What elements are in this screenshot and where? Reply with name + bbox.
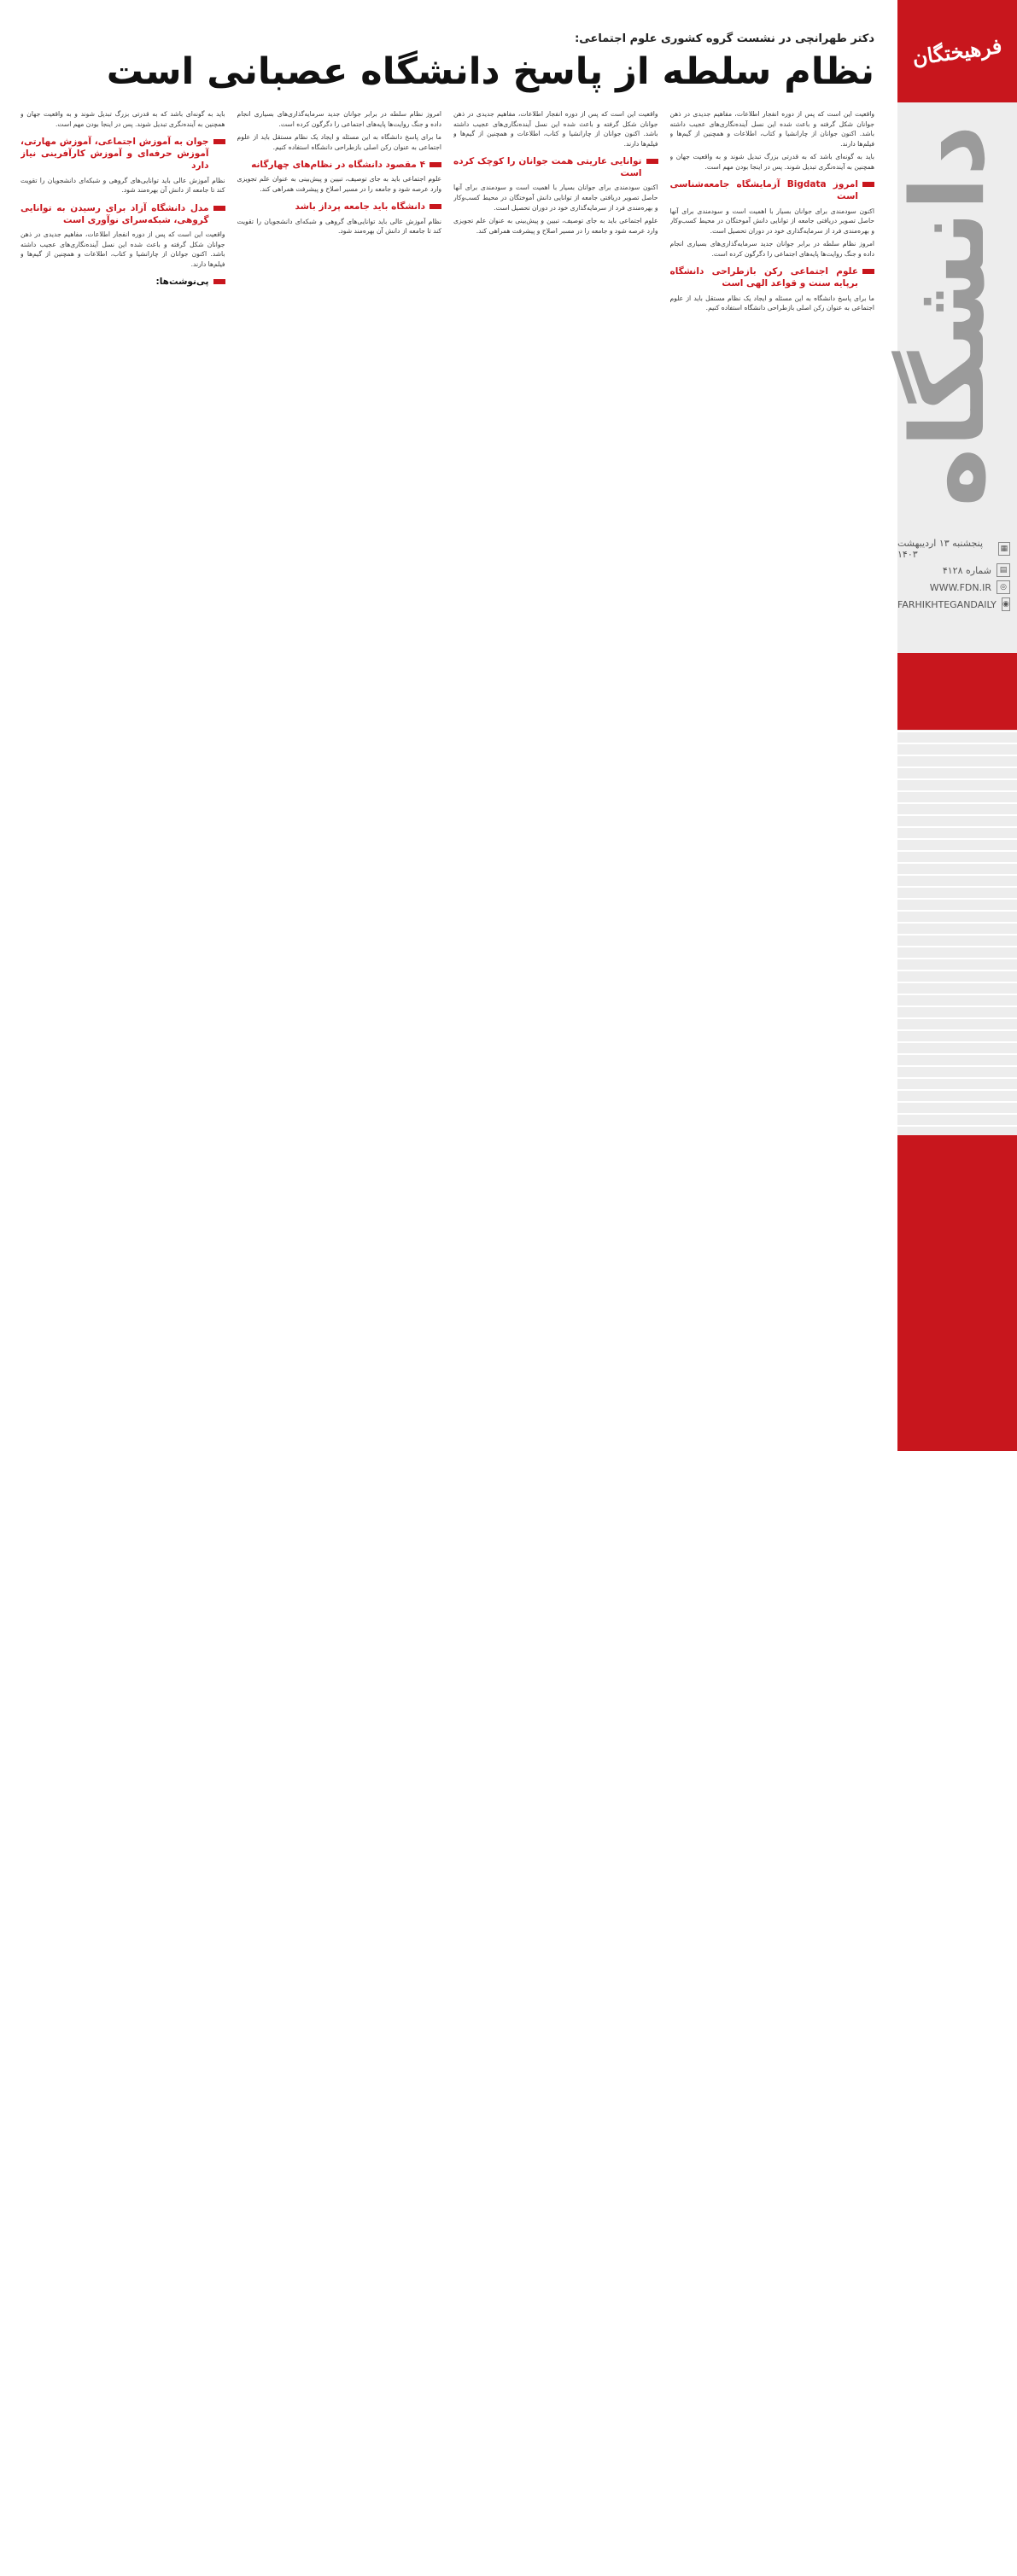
subhead-marker (213, 139, 225, 144)
subhead-marker (862, 182, 874, 187)
column-3 (237, 109, 442, 1424)
subhead: ۴ مقصود دانشگاه در نظام‌های چهارگانه (237, 159, 442, 171)
page-footer-band (897, 1135, 1017, 2576)
issue-row (897, 563, 1017, 580)
subhead-marker (213, 279, 225, 284)
paragraph: نظام آموزش عالی باید توانایی‌های گروهی و شبکه‌ای دانشجویان را تقویت کند تا جامعه از دانش آن بهره‌مند شود. (20, 176, 225, 195)
kicker: دکتر طهرانچی در نشست گروه کشوری علوم اجتماعی: (575, 32, 874, 45)
article-header (20, 32, 874, 92)
subhead: علوم اجتماعی رکن بازطراحی دانشگاه برپایه سنت و قواعد الهی است (670, 265, 875, 289)
sidebar (889, 0, 1017, 2576)
instagram-icon: ◉ (1002, 597, 1010, 611)
paragraph: باید به گونه‌ای باشد که به قدرتی بزرگ تبدیل شوند و به واقعیت جهان و همچنین به آینده‌نگری تبدیل شوند. پس در اینجا بودن مهم است. (669, 153, 874, 171)
masthead (897, 0, 1017, 102)
subhead: توانایی عاریتی همت جوانان را کوچک کرده است (453, 155, 658, 179)
decorative-band (897, 653, 1017, 730)
subhead-marker (430, 162, 441, 167)
paragraph: باید به گونه‌ای باشد که به قدرتی بزرگ تبدیل شوند و به واقعیت جهان و همچنین به آینده‌نگری تبدیل شوند. پس در اینجا بودن مهم است. (20, 110, 225, 128)
issue-text: شماره ۴۱۲۸ (942, 564, 991, 576)
subhead: دانشگاه باید جامعه پرداز باشد (237, 201, 442, 213)
column-1 (670, 109, 875, 1424)
subhead-marker (646, 159, 658, 164)
paragraph: امروز نظام سلطه در برابر جوانان جدید سرمایه‌گذاری‌های بسیاری انجام داده و جنگ روایت‌ها پایه‌های اجتماعی را دگرگون کرده است. (237, 110, 441, 128)
paragraph: امروز نظام سلطه در برابر جوانان جدید سرمایه‌گذاری‌های بسیاری انجام داده و جنگ روایت‌ها پایه‌های اجتماعی را دگرگون کرده است. (669, 240, 874, 258)
column-2 (453, 109, 658, 1424)
website-link[interactable]: WWW.FDN.IR (929, 581, 991, 593)
paragraph: علوم اجتماعی باید به جای توصیف، تبیین و پیش‌بینی به عنوان علم تجویزی وارد عرصه شود و جامعه را در مسیر اصلاح و پیشرفت همراهی کند. (453, 217, 658, 235)
continued-note: ادامه از صفحه ۳ (986, 2519, 1008, 2576)
paragraph: نظام آموزش عالی باید توانایی‌های گروهی و شبکه‌ای دانشجویان را تقویت کند تا جامعه از دانش آن بهره‌مند شود. (237, 217, 441, 236)
social-handle[interactable]: FARHIKHTEGANDAILY (897, 598, 997, 610)
subhead-marker (862, 269, 874, 274)
subhead: امروز Bigdata آزمایشگاه جامعه‌شناسی است (670, 178, 875, 202)
date-row (897, 538, 1017, 563)
paragraph: ما برای پاسخ دانشگاه به این مسئله و ایجاد یک نظام مستقل باید از علوم اجتماعی به عنوان رکن اصلی بازطراحی دانشگاه استفاده کنیم. (669, 294, 874, 312)
paragraph: واقعیت این است که پس از دوره انفجار اطلاعات، مفاهیم جدیدی در ذهن جوانان شکل گرفته و باعث شده این نسل آینده‌نگاری‌های عجیب داشته باشد. اکنون جوانان از چارانشیا و کتاب، اطلاعات و همچنین از گیم‌ها و فیلم‌ها دارند. (453, 110, 658, 148)
subhead-marker (213, 206, 225, 211)
date-text: پنجشنبه ۱۳ اردیبهشت ۱۴۰۳ (897, 538, 983, 560)
document-icon: ▤ (997, 563, 1010, 577)
section-title: دانشگاه (889, 125, 1007, 507)
paragraph: واقعیت این است که پس از دوره انفجار اطلاعات، مفاهیم جدیدی در ذهن جوانان شکل گرفته و باعث شده این نسل آینده‌نگاری‌های عجیب داشته باشد. اکنون جوانان از چارانشیا و کتاب، اطلاعات و همچنین از گیم‌ها و فیلم‌ها دارند. (669, 110, 874, 148)
subhead-marker (430, 204, 441, 209)
decorative-stripes (897, 730, 1017, 1161)
paragraph: علوم اجتماعی باید به جای توصیف، تبیین و پیش‌بینی به عنوان علم تجویزی وارد عرصه شود و جامعه را در مسیر اصلاح و پیشرفت همراهی کند. (237, 175, 441, 193)
article-body (20, 109, 874, 1424)
newspaper-logo: فرهیختگان (910, 32, 1004, 70)
column-4 (20, 109, 225, 1424)
paragraph: واقعیت این است که پس از دوره انفجار اطلاعات، مفاهیم جدیدی در ذهن جوانان شکل گرفته و باعث شده این نسل آینده‌نگاری‌های عجیب داشته باشد. اکنون جوانان از چارانشیا و کتاب، اطلاعات و همچنین از گیم‌ها و فیلم‌ها دارند. (20, 230, 225, 268)
issue-info (897, 538, 1017, 615)
headline: نظام سلطه از پاسخ دانشگاه عصبانی است (106, 50, 874, 93)
website-row[interactable] (897, 580, 1017, 597)
paragraph: اکنون سودمندی برای جوانان بسیار با اهمیت است و سودمندی برای آنها حاصل تصویر دریافتی جامعه از توانایی دانش آموختگان در محیط کسب‌وکار و بهره‌مندی فرد از سرمایه‌گذاری خود در دوران تحصیل است. (669, 207, 874, 235)
social-row[interactable] (897, 597, 1017, 615)
page-number: ۶ (938, 2475, 979, 2552)
paragraph: ما برای پاسخ دانشگاه به این مسئله و ایجاد یک نظام مستقل باید از علوم اجتماعی به عنوان رکن اصلی بازطراحی دانشگاه استفاده کنیم. (237, 133, 441, 151)
footnotes-heading: پی‌نوشت‌ها: (20, 276, 225, 288)
globe-icon: ◎ (997, 580, 1010, 594)
subhead: مدل دانشگاه آزاد برای رسیدن به توانایی گروهی، شبکه‌سرای نوآوری است (20, 202, 225, 226)
subhead: جوان به آموزش اجتماعی، آموزش مهارتی، آموزش حرفه‌ای و آموزش کارآفرینی نیاز دارد (20, 136, 225, 172)
calendar-icon: ▦ (998, 542, 1010, 556)
paragraph: اکنون سودمندی برای جوانان بسیار با اهمیت است و سودمندی برای آنها حاصل تصویر دریافتی جامعه از توانایی دانش آموختگان در محیط کسب‌وکار و بهره‌مندی فرد از سرمایه‌گذاری خود در دوران تحصیل است. (453, 184, 658, 212)
